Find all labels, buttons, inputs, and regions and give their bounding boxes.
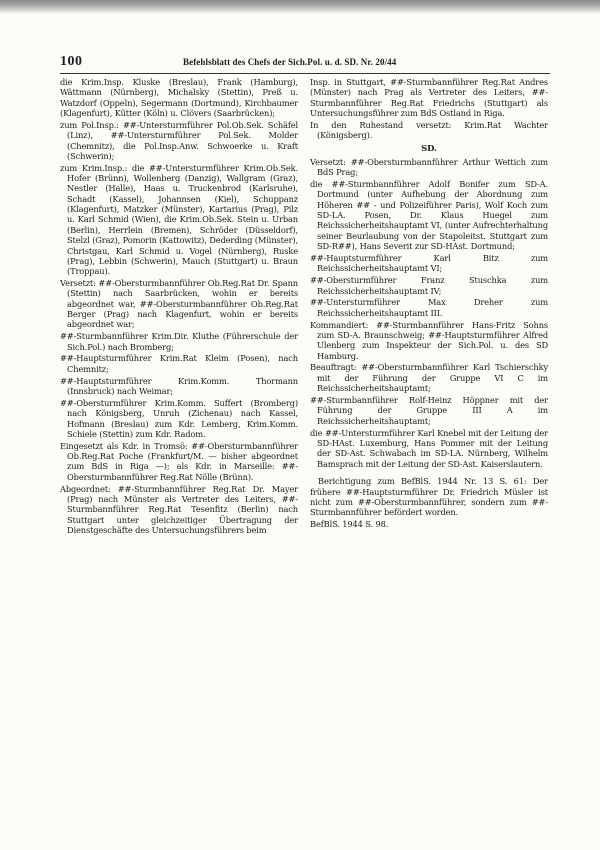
paragraph: zum Krim.Insp.: die ##-Untersturmführer Krim.Ob.Sek. Hofer (Brünn), Wollenberg (Danzig), Wallgram (Graz), Nestler (Halle), Haas u. Truckenbrod (Karlsruhe), Schadt (Kassel), Johannsen (Kiel), Schuppanz (Klagenfurt), Matzker (Münster), Kartarius (Prag), Pilz u. Karl Schmid (Wien), die Krim.Ob.Sek. Stein u. Urban (Berlin), Herrlein (Bremen), Schröder (Düsseldorf), Stelzl (Graz), Pomorin (Kattowitz), Dederding (Münster), Christgau, Karl Schmid u. Vogel (Nürnberg), Ruske (Prag), Lebbin (Schwerin), Mauch (Stuttgart) u. Braun (Troppau).	[60, 162, 298, 277]
paragraph: Insp. in Stuttgart, ##-Sturmbannführer Reg.Rat Andres (Münster) nach Prag als Vertreter des Leiters, ##-Sturmbannführer Reg.Rat Friedrichs (Stuttgart) als Untersuchungsführer zum BdS Ostland in Riga.	[310, 77, 548, 119]
paragraph: In den Ruhestand versetzt: Krim.Rat Wachter (Königsberg).	[310, 119, 548, 141]
correction-reference: BefBlS. 1944 S. 98.	[310, 519, 389, 530]
paragraph: Versetzt: ##-Obersturmbannführer Arthur Wettich zum BdS Prag;	[310, 156, 548, 178]
paragraph: zum Pol.Insp.: ##-Untersturmführer Pol.Ob.Sek. Schäfel (Linz), ##-Untersturmführer Pol.Sek. Molder (Chemnitz), die Pol.Insp.Anw. Schwoerke u. Kraft (Schwerin);	[60, 119, 298, 161]
page-header	[60, 56, 550, 72]
page-number: 100	[60, 54, 83, 69]
left-column	[60, 77, 298, 537]
paragraph: Abgeordnet: ##-Sturmbannführer Reg.Rat Dr. Mayer (Prag) nach Münster als Vertreter des Leiters, ##-Sturmbannführer Reg.Rat Tesenfitz (Berlin) nach Stuttgart unter gleichzeitiger Übertragung der Dienstgeschäfte des Untersuchungsführers beim	[60, 483, 298, 535]
paragraph: ##-Hauptsturmführer Krim.Komm. Thormann (Innsbruck) nach Weimar;	[60, 375, 298, 396]
paragraph: ##-Hauptsturmführer Krim.Rat Kleim (Posen), nach Chemnitz;	[60, 353, 298, 374]
correction-notice: Berichtigung zum BefBlS. 1944 Nr. 13 S. 61: Der frühere ##-Hauptsturmführer Dr. Friedrich Müsler ist nicht zum ##-Obersturmbannführer, sondern zum ##-Sturmbannführer befördert worden.	[310, 476, 548, 518]
paragraph: ##-Sturmbannführer Krim.Dir. Kluthe (Führerschule der Sich.Pol.) nach Bromberg;	[60, 331, 298, 352]
paragraph: Beauftragt: ##-Obersturmbannführer Karl Tschierschky mit der Führung der Gruppe VI C im Reichssicherheitshauptamt;	[310, 362, 548, 394]
paragraph: die ##-Sturmbannführer Adolf Bonifer zum SD-A. Dortmund (unter Aufhebung der Abordnung zum Höheren ## - und Polizeiführer Paris), Wolf Koch zum SD-LA. Posen, Dr. Klaus Huegel zum Reichssicherheitshauptamt VI, (unter Aufrechterhaltung seiner Beurlaubung von der Stapoleitst. Stuttgart zum SD-R##), Hans Severit zur SD-HAst. Dortmund;	[310, 179, 548, 252]
paragraph: die ##-Untersturmführer Karl Knebel mit der Leitung der SD-HAst. Luxemburg, Hans Pommer mit der Leitung der SD-Ast. Schwabach im SD-LA. Nürnberg, Wilhelm Bamsprach mit der Leitung der SD-Ast. Kaiserslautern.	[310, 427, 548, 469]
paragraph: Eingesetzt als Kdr. in Tromsö: ##-Obersturmbannführer Ob.Reg.Rat Poche (Frankfurt/M. — bisher abgeordnet zum BdS in Riga —); als Kdr. in Marseille: ##-Obersturmbannführer Reg.Rat Nölle (Brünn).	[60, 440, 298, 482]
paragraph: ##-Sturmbannführer Rolf-Heinz Höppner mit der Führung der Gruppe III A im Reichssicherheitshauptamt;	[310, 394, 548, 426]
paragraph: ##-Obersturmführer Franz Stuschka zum Reichssicherheitshauptamt IV;	[310, 275, 548, 296]
paragraph: ##-Untersturmführer Max Dreher zum Reichssicherheitshauptamt III.	[310, 297, 548, 318]
header-rule	[60, 73, 550, 74]
paragraph: ##-Obersturmführer Krim.Komm. Suffert (Bromberg) nach Königsberg, Unruh (Zichenau) nach Kassel, Hofmann (Breslau) zum Kdr. Lemberg, Krim.Komm. Schiele (Stettin) zum Kdr. Radom.	[60, 397, 298, 439]
paragraph: die Krim.Insp. Kluske (Breslau), Frank (Hamburg), Wättmann (Nürnberg), Michalsky (Stettin), Preß u. Watzdorf (Oppeln), Segermann (Dortmund), Kirchbaumer (Klagenfurt), Kütter (Köln) u. Clövers (Saarbrücken);	[60, 77, 298, 119]
section-heading-sd: SD.	[421, 143, 437, 154]
paragraph: ##-Hauptsturmführer Karl Bitz zum Reichssicherheitshauptamt VI;	[310, 253, 548, 274]
right-column	[310, 77, 548, 531]
paragraph: Versetzt: ##-Obersturmbannführer Ob.Reg.Rat Dr. Spann (Stettin) nach Saarbrücken, wohin er bereits abgeordnet war, ##-Obersturmbannführer Ob.Reg.Rat Berger (Prag) nach Klagenfurt, wohin er bereits abgeordnet war;	[60, 278, 298, 330]
running-title: Befehlsblatt des Chefs der Sich.Pol. u. d. SD. Nr. 20/44	[183, 57, 397, 67]
scan-top-edge	[0, 0, 600, 14]
paragraph: Kommandiert: ##-Sturmbannführer Hans-Fritz Sohns zum SD-A. Braunschweig; ##-Hauptsturmführer Alfred Ulenberg zum Inspekteur der Sich.Pol. u. des SD Hamburg.	[310, 319, 548, 361]
